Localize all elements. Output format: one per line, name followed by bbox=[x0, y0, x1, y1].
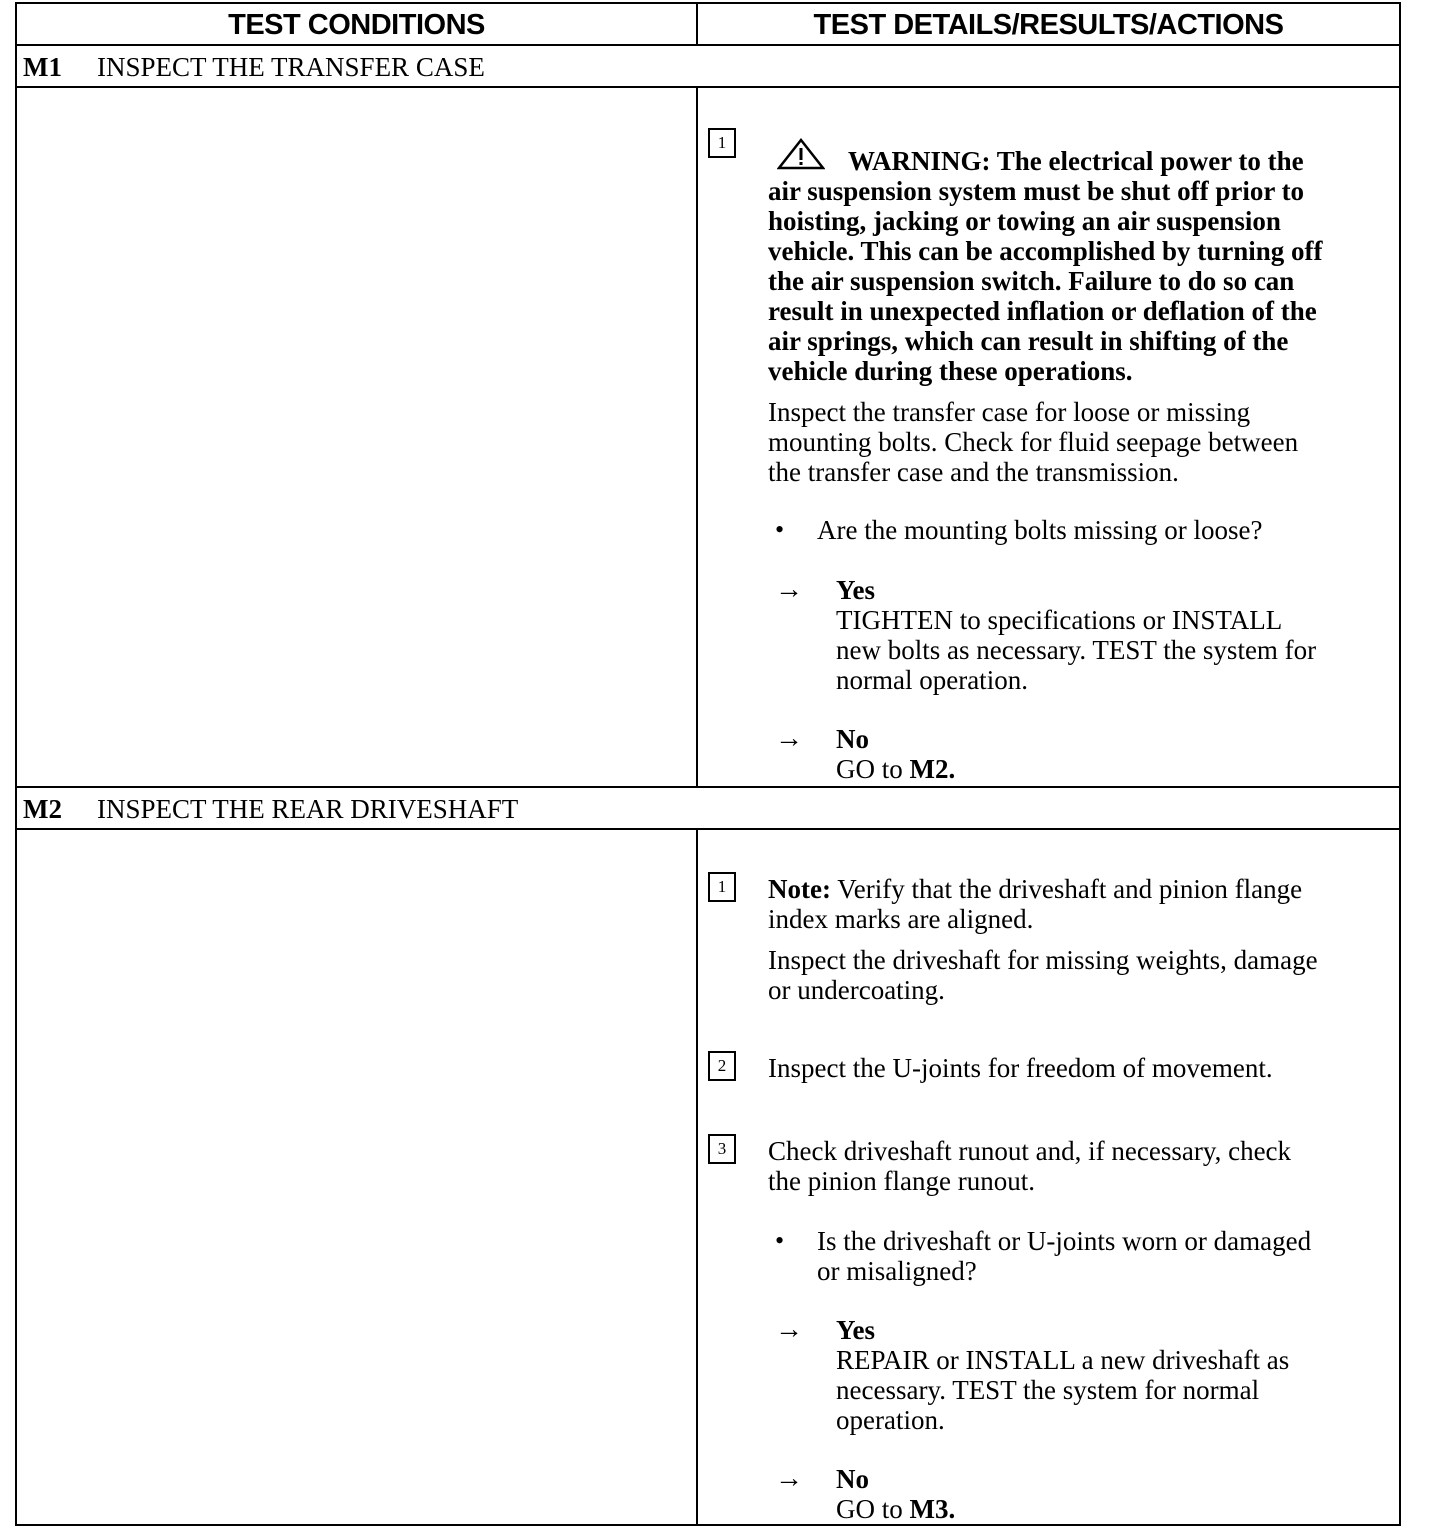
m1-no-prefix: GO to bbox=[836, 754, 910, 784]
m2-note-text: Verify that the driveshaft and pinion flange bbox=[837, 874, 1303, 904]
m2-yes-line-2: necessary. TEST the system for normal bbox=[836, 1375, 1260, 1405]
header-test-details: TEST DETAILS/RESULTS/ACTIONS bbox=[698, 4, 1399, 46]
m1-warning-line-6: result in unexpected inflation or deflation of the bbox=[768, 296, 1317, 326]
step-m2-title: INSPECT THE REAR DRIVESHAFT bbox=[97, 794, 519, 824]
m1-no-action bbox=[836, 754, 955, 784]
m1-yes-label: Yes bbox=[836, 575, 875, 605]
m1-warning-line-1: WARNING: The electrical power to the bbox=[848, 146, 1304, 176]
m1-inspect-line-1: Inspect the transfer case for loose or missing bbox=[768, 397, 1251, 427]
m2-no-arrow: → bbox=[775, 1463, 803, 1494]
step-m1-title: INSPECT THE TRANSFER CASE bbox=[97, 52, 485, 82]
step-m1-title-row bbox=[17, 46, 1399, 88]
m1-yes-arrow: → bbox=[775, 574, 803, 605]
m2-column-divider bbox=[696, 830, 698, 1524]
m1-question-bullet: • bbox=[775, 515, 785, 544]
m2-note-label: Note: bbox=[768, 874, 831, 904]
m1-no-target: M2. bbox=[909, 754, 956, 784]
m1-warning-line-3: hoisting, jacking or towing an air suspension bbox=[768, 206, 1281, 236]
m1-no-arrow: → bbox=[775, 723, 803, 754]
m2-step-3-box: 3 bbox=[708, 1134, 736, 1164]
m2-question-line-2: or misaligned? bbox=[817, 1256, 977, 1286]
m1-warning-line-7: air springs, which can result in shifting of the bbox=[768, 326, 1289, 356]
m2-inspect-line-2: or undercoating. bbox=[768, 975, 945, 1005]
m1-warning-line-4: vehicle. This can be accomplished by turning off bbox=[768, 236, 1323, 266]
header-test-conditions: TEST CONDITIONS bbox=[17, 4, 698, 46]
m1-no-label: No bbox=[836, 724, 869, 754]
m2-no-label: No bbox=[836, 1464, 869, 1494]
m2-question-line-1: Is the driveshaft or U-joints worn or damaged bbox=[817, 1226, 1312, 1256]
m1-inspect-line-3: the transfer case and the transmission. bbox=[768, 457, 1179, 487]
m1-column-divider bbox=[696, 88, 698, 786]
m1-inspect-line-2: mounting bolts. Check for fluid seepage between bbox=[768, 427, 1299, 457]
m1-warning-line-5: the air suspension switch. Failure to do so can bbox=[768, 266, 1295, 296]
m1-yes-line-2: new bolts as necessary. TEST the system for bbox=[836, 635, 1317, 665]
m2-question-bullet: • bbox=[775, 1226, 785, 1255]
m2-yes-label: Yes bbox=[836, 1315, 875, 1345]
m2-yes-line-3: operation. bbox=[836, 1405, 945, 1435]
m2-step-1-box: 1 bbox=[708, 872, 736, 902]
m2-step-2-box: 2 bbox=[708, 1051, 736, 1081]
m2-note-line-2: index marks are aligned. bbox=[768, 904, 1034, 934]
m1-yes-line-1: TIGHTEN to specifications or INSTALL bbox=[836, 605, 1283, 635]
m2-note-line-1 bbox=[768, 874, 1302, 904]
m2-no-target: M3. bbox=[909, 1494, 956, 1524]
diagnostic-table bbox=[15, 2, 1401, 1526]
m1-question: Are the mounting bolts missing or loose? bbox=[817, 515, 1263, 545]
m2-yes-arrow: → bbox=[775, 1314, 803, 1345]
m2-step-3-line-1: Check driveshaft runout and, if necessary, check bbox=[768, 1136, 1292, 1166]
m1-yes-line-3: normal operation. bbox=[836, 665, 1028, 695]
m2-step-2-text: Inspect the U-joints for freedom of movement. bbox=[768, 1053, 1273, 1083]
m1-warning-line-2: air suspension system must be shut off prior to bbox=[768, 176, 1305, 206]
step-m1-code: M1 bbox=[23, 52, 62, 82]
m2-inspect-line-1: Inspect the driveshaft for missing weights, damage bbox=[768, 945, 1318, 975]
m2-no-action bbox=[836, 1494, 955, 1524]
m2-no-prefix: GO to bbox=[836, 1494, 910, 1524]
warning-triangle-icon bbox=[777, 138, 825, 170]
step-m2-code: M2 bbox=[23, 794, 62, 824]
m2-step-3-line-2: the pinion flange runout. bbox=[768, 1166, 1035, 1196]
step-m2-title-row bbox=[17, 786, 1399, 830]
m1-warning-line-8: vehicle during these operations. bbox=[768, 356, 1133, 386]
m2-yes-line-1: REPAIR or INSTALL a new driveshaft as bbox=[836, 1345, 1290, 1375]
m1-step-1-box: 1 bbox=[708, 128, 736, 158]
